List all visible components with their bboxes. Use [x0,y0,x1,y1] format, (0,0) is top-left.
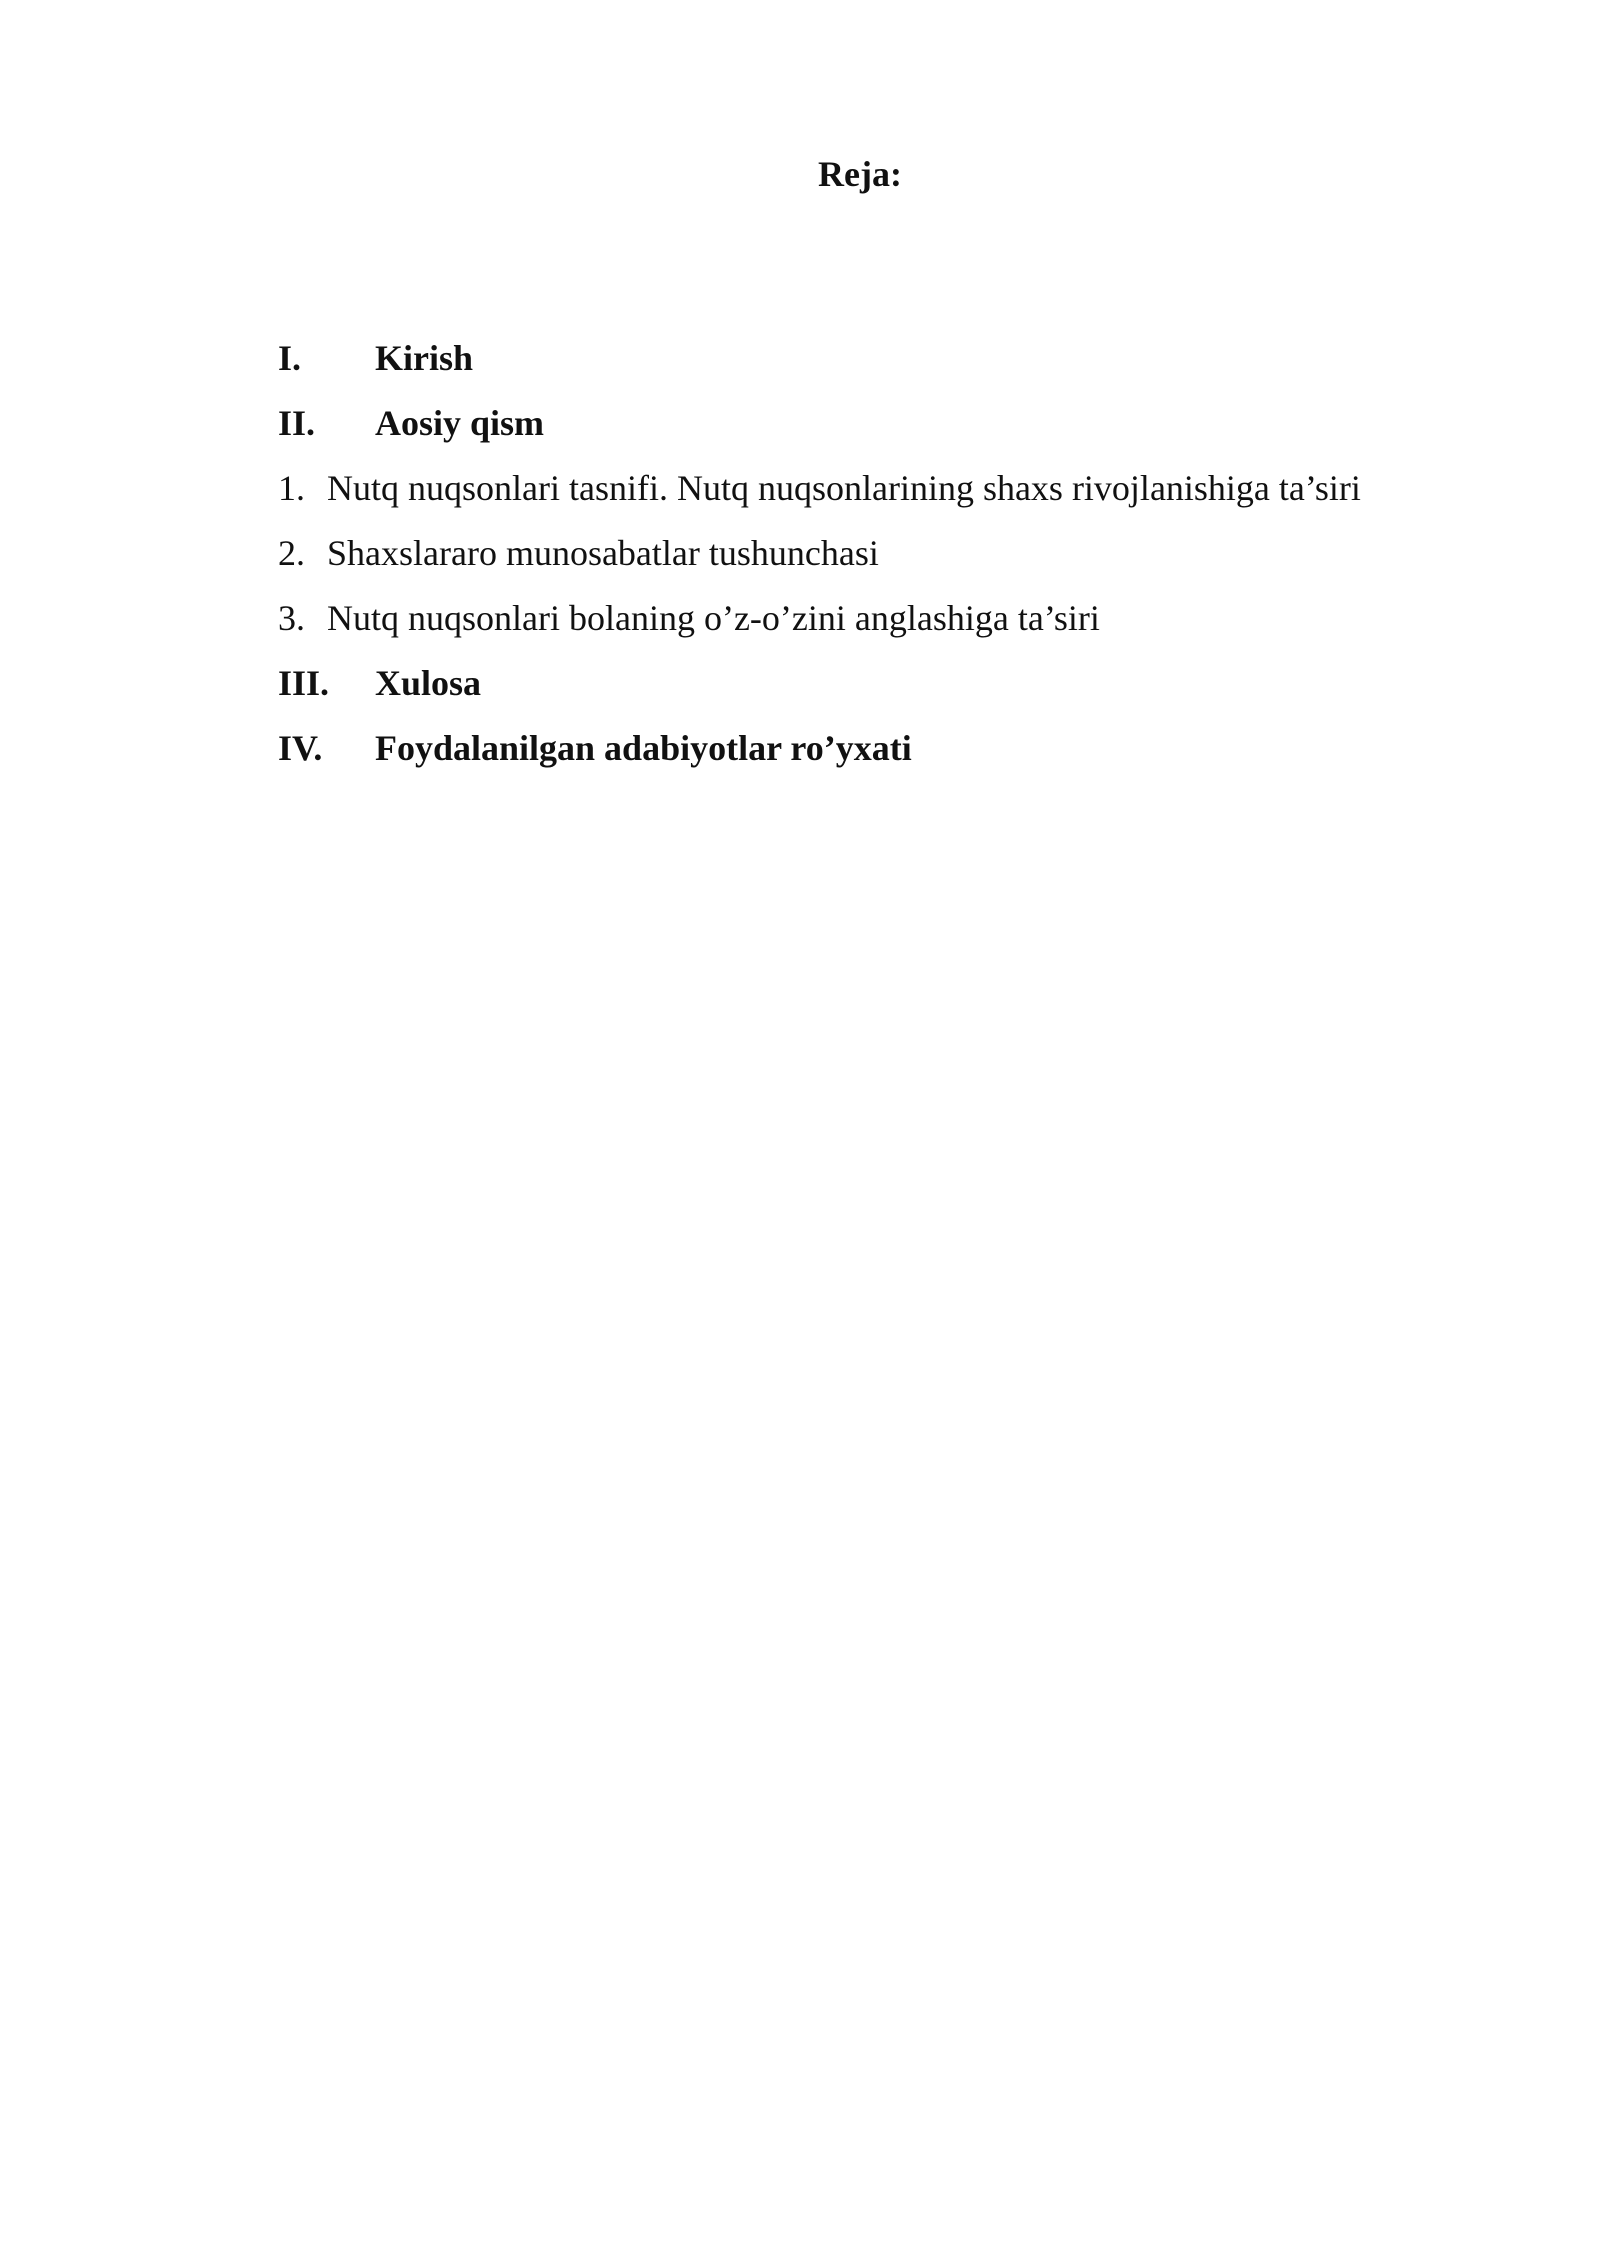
item-text: Kirish [375,338,474,378]
item-number: 1. [278,468,305,508]
item-text: Nutq nuqsonlari bolaning o’z-o’zini anglashiga ta’siri [327,598,1100,638]
item-text: Nutq nuqsonlari tasnifi. Nutq nuqsonlarining shaxs rivojlanishiga ta’siri [327,468,1361,508]
item-number: 3. [278,598,305,638]
plan-item-main-part [278,401,1478,466]
plan-subitem-3 [278,596,1478,661]
plan-item-conclusion [278,661,1478,726]
item-number: IV. [278,728,323,768]
item-number: II. [278,403,316,443]
page-title: Reja: [818,154,902,194]
plan-list [278,336,1478,791]
item-number: I. [278,338,302,378]
plan-subitem-2 [278,531,1478,596]
item-text: Shaxslararo munosabatlar tushunchasi [327,533,879,573]
item-number: 2. [278,533,305,573]
item-text: Aosiy qism [375,403,545,443]
plan-item-references [278,726,1478,791]
item-text: Foydalanilgan adabiyotlar ro’yxati [375,728,912,768]
plan-item-introduction [278,336,1478,401]
item-text: Xulosa [375,663,482,703]
item-number: III. [278,663,330,703]
plan-subitem-1 [278,466,1478,531]
